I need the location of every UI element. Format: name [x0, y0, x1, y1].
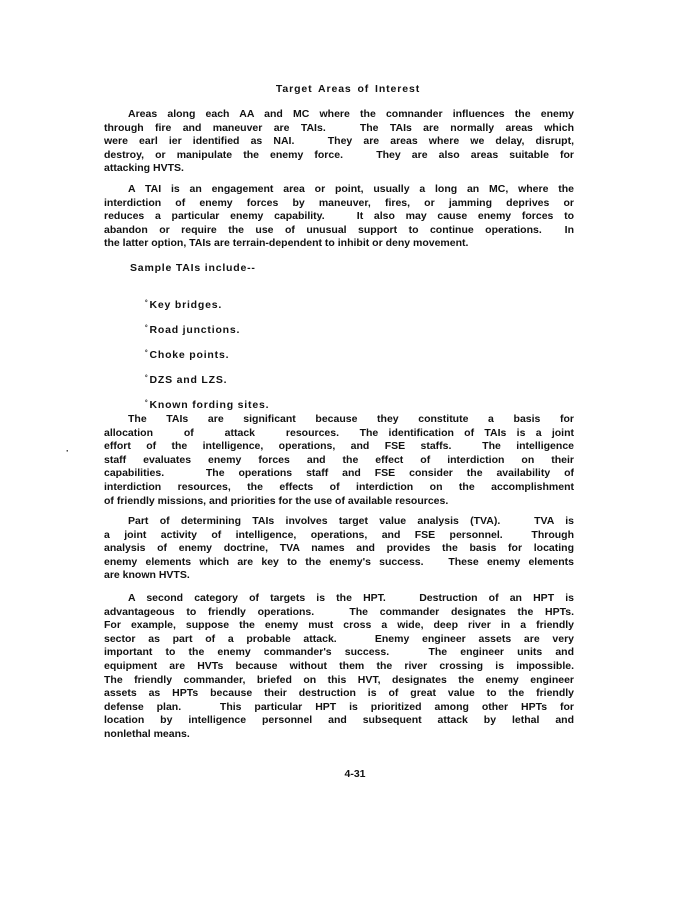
page-title: Target Areas of Interest [275, 83, 421, 95]
text-line: analysis of enemy doctrine, TVA names and provides the basis for locating [104, 542, 574, 555]
text-line: interdiction of enemy forces by maneuver, fires, or jamming deprives or [104, 196, 574, 209]
text-line: of friendly missions, and priorities for the use of available resources. [104, 494, 449, 507]
text-line: were earl ier identified as NAI. They are areas where we delay, disrupt, [104, 135, 574, 148]
text-line: attacking HVTS. [104, 162, 184, 175]
paragraph-tai-significance [104, 413, 574, 508]
text-line: interdiction resources, the effects of interdiction on the accomplishment [104, 480, 574, 493]
text-line: reduces a particular enemy capability. It also may cause enemy forces to [104, 210, 574, 223]
text-line: important to the enemy commander's success. The engineer units and [104, 646, 574, 659]
text-line: Areas along each AA and MC where the comnander influences the enemy [128, 108, 574, 120]
text-line: sector as part of a probable attack. Enemy engineer assets are very [104, 632, 574, 645]
text-line: enemy elements which are key to the enemy's success. These enemy elements [104, 555, 574, 568]
text-line: The TAIs are significant because they constitute a basis for [128, 413, 574, 425]
bullet-mark: ° [144, 375, 149, 382]
list-item-text: Choke points. [149, 349, 230, 361]
text-line: advantageous to friendly operations. The commander designates the HPTs. [104, 605, 574, 618]
bullet-mark: ° [144, 400, 149, 407]
text-line: A TAI is an engagement area or point, usually a long an MC, where the [128, 183, 574, 195]
text-line: the latter option, TAIs are terrain-dependent to inhibit or deny movement. [104, 237, 469, 250]
bullet-mark: ° [144, 350, 149, 357]
list-item-text: Road junctions. [149, 324, 241, 336]
text-line: defense plan. This particular HPT is prioritized among other HPTs for [104, 700, 574, 713]
text-line: assets as HPTs because their destruction is of great value to the friendly [104, 687, 574, 700]
page-number: 4-31 [344, 768, 366, 780]
list-item-text: DZS and LZS. [149, 374, 228, 386]
bullet-mark: ° [144, 325, 149, 332]
text-line: through fire and maneuver are TAIs. The TAIs are normally areas which [104, 121, 574, 134]
text-line: abandon or require the use of unusual support to continue operations. In [104, 223, 574, 236]
paragraph-tai-engagement [104, 183, 574, 251]
text-line: For example, suppose the enemy must cross a wide, deep river in a friendly [104, 619, 574, 632]
text-line: allocation of attack resources. The identification of TAIs is a joint [104, 426, 574, 439]
list-item-text: Known fording sites. [149, 399, 270, 411]
list-item-text: Key bridges. [149, 299, 223, 311]
text-line: destroy, or manipulate the enemy force. They are also areas suitable for [104, 148, 574, 161]
text-line: staff evaluates enemy forces and the effect of interdiction on their [104, 453, 574, 466]
text-line: The friendly commander, briefed on this HVT, designates the enemy engineer [104, 673, 574, 686]
text-line: nonlethal means. [104, 727, 190, 740]
text-line: a joint activity of intelligence, operations, and FSE personnel. Through [104, 528, 574, 541]
text-line: are known HVTS. [104, 569, 190, 582]
text-line: Part of determining TAIs involves target value analysis (TVA). TVA is [128, 515, 574, 527]
paragraph-target-value-analysis [104, 515, 574, 583]
paragraph-tai-definition [104, 108, 574, 176]
paragraph-high-payoff-targets [104, 592, 574, 742]
text-line: location by intelligence personnel and subsequent attack by lethal and [104, 714, 574, 727]
text-line: capabilities. The operations staff and FSE consider the availability of [104, 467, 574, 480]
text-line: A second category of targets is the HPT. Destruction of an HPT is [128, 592, 574, 604]
text-line: equipment are HVTs because without them the river crossing is impossible. [104, 659, 574, 672]
sample-tais-intro: Sample TAIs include-- [130, 262, 256, 274]
margin-mark: · [66, 446, 69, 456]
bullet-mark: ° [144, 300, 149, 307]
text-line: effort of the intelligence, operations, and FSE staffs. The intelligence [104, 440, 574, 453]
